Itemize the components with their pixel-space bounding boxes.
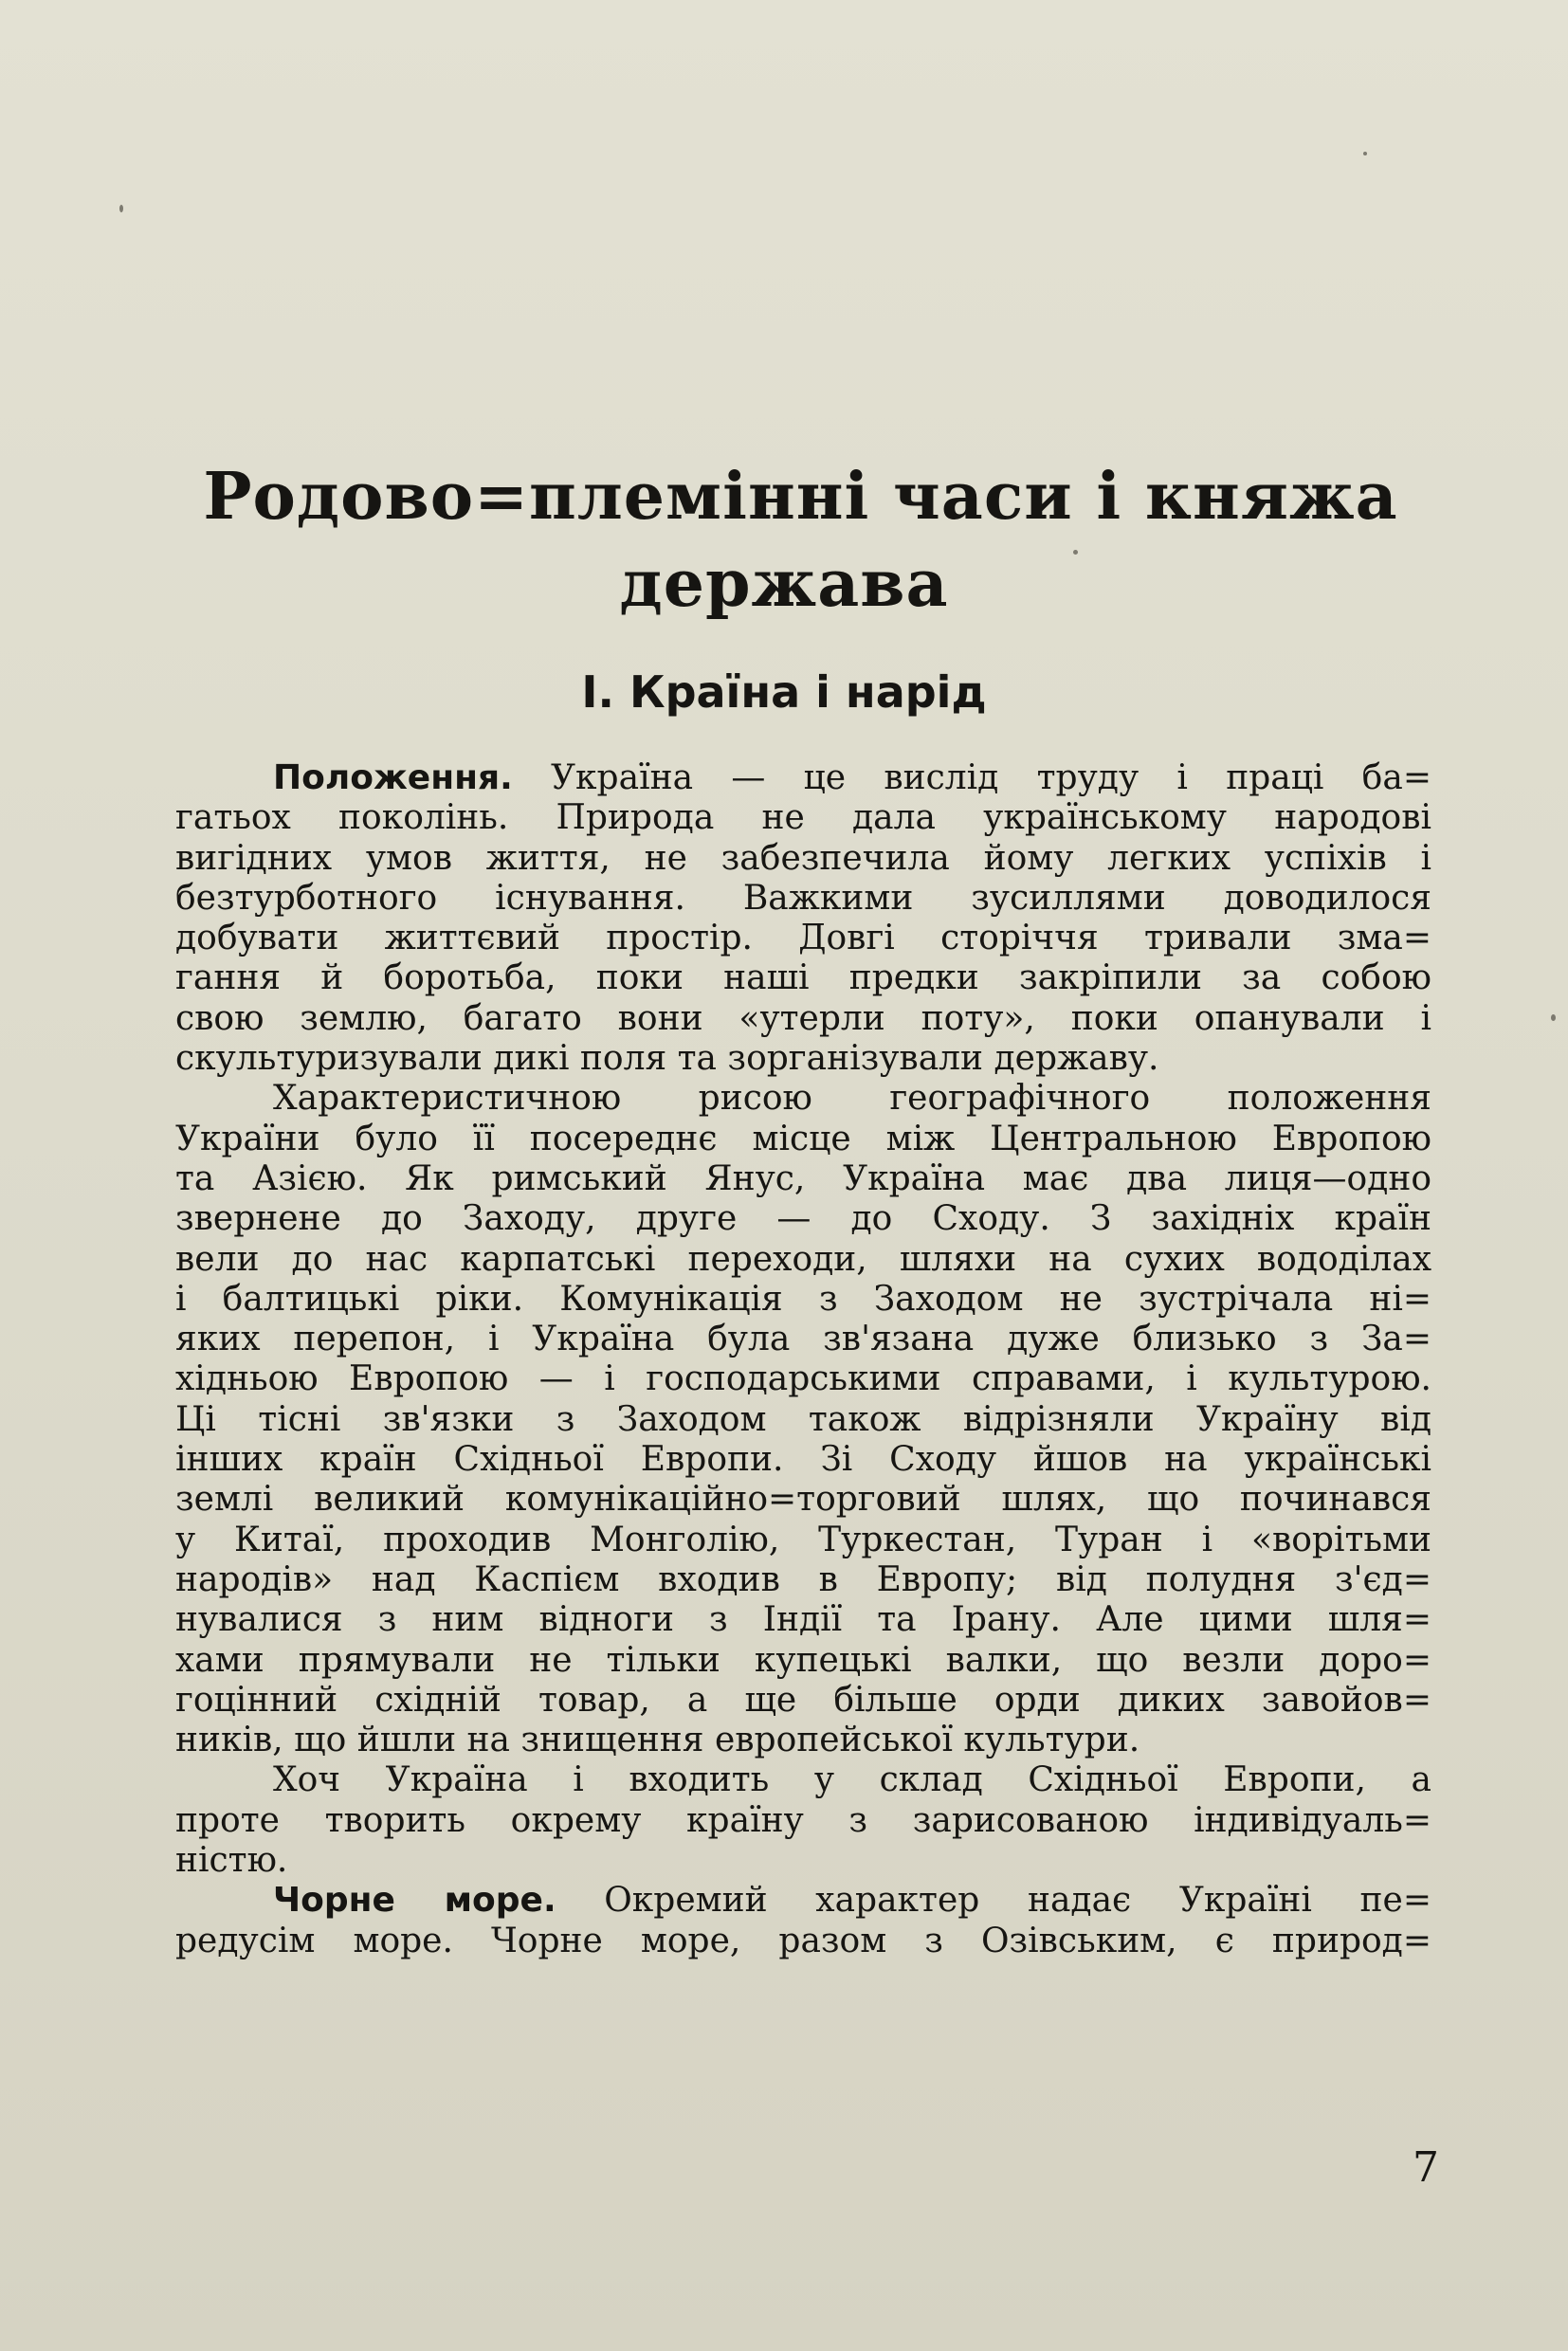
text-line: гатьох поколінь. Природа не дала українському народові — [175, 798, 1431, 838]
chapter-title — [0, 453, 1568, 628]
text-line: яких перепон, і Україна була зв'язана дуже близько з За= — [175, 1320, 1431, 1359]
run-in-heading: Положення. — [273, 758, 513, 797]
text-line: звернене до Заходу, друге — до Сходу. З західніх країн — [175, 1199, 1431, 1239]
text-line: у Китаї, проходив Монголію, Туркестан, Туран і «ворітьми — [175, 1520, 1431, 1559]
text-line: хами прямували не тільки купецькі валки, що везли доро= — [175, 1640, 1431, 1680]
text-line: вигідних умов життя, не забезпечила йому легких успіхів і — [175, 838, 1431, 878]
ink-speck — [1363, 152, 1367, 155]
chapter-title-line-1: Родово=племінні часи і княжа — [203, 459, 1398, 535]
ink-speck — [1551, 1014, 1556, 1021]
section-heading: І. Країна і нарід — [581, 666, 987, 718]
text-line: вели до нас карпатські переходи, шляхи на сухих вододілах — [175, 1239, 1431, 1279]
chapter-title-line-2: держава — [619, 546, 949, 622]
text-line: гоцінний східній товар, а ще більше орди диких завойов= — [175, 1680, 1431, 1720]
text-line: нувалися з ним відноги з Індії та Ірану. Але цими шля= — [175, 1600, 1431, 1640]
text-line: добувати життєвий простір. Довгі сторіччя тривали зма= — [175, 919, 1431, 958]
text-line: проте творить окрему країну з зарисованою індивідуаль= — [175, 1800, 1431, 1840]
text-line: ністю. — [175, 1841, 288, 1881]
text-line: Ці тісні зв'язки з Заходом також відрізняли Україну від — [175, 1399, 1431, 1439]
text-line: хідньою Европою — і господарськими справами, і культурою. — [175, 1359, 1431, 1399]
text-line: землі великий комунікаційно=торговий шлях, що починався — [175, 1480, 1431, 1520]
text-line: свою землю, багато вони «утерли поту», поки опанували і — [175, 998, 1431, 1038]
text-line: редусім море. Чорне море, разом з Озівським, є природ= — [175, 1921, 1431, 1960]
text-line: України було її посереднє місце між Центральною Европою — [175, 1119, 1431, 1158]
text-line-rest: Окремий характер надає Україні пе= — [556, 1881, 1431, 1921]
text-line: інших країн Східньої Европи. Зі Сходу йшов на українські — [175, 1440, 1431, 1480]
ink-speck — [119, 205, 123, 212]
text-line: скультуризували дикі поля та зорганізували державу. — [175, 1039, 1159, 1079]
text-line: ників, що йшли на знищення европейської культури. — [175, 1721, 1140, 1760]
text-line: Хоч Україна і входить у склад Східньої Европи, а — [273, 1760, 1431, 1800]
text-line: безтурботного існування. Важкими зусиллями доводилося — [175, 878, 1431, 918]
text-line: Характеристичною рисою географічного положення — [273, 1079, 1431, 1119]
page-number: 7 — [1413, 2143, 1439, 2192]
text-line-rest: Україна — це вислід труду і праці ба= — [512, 758, 1431, 797]
text-line — [175, 758, 1431, 798]
text-line — [175, 1881, 1431, 1921]
body-text — [175, 758, 1431, 1961]
text-line: гання й боротьба, поки наші предки закріпили за собою — [175, 958, 1431, 998]
run-in-heading: Чорне море. — [273, 1881, 556, 1921]
text-line: народів» над Каспієм входив в Европу; від полудня з'єд= — [175, 1559, 1431, 1599]
text-line: та Азією. Як римський Янус, Україна має два лиця—одно — [175, 1158, 1431, 1198]
text-line: і балтицькі ріки. Комунікація з Заходом не зустрічала ні= — [175, 1279, 1431, 1319]
